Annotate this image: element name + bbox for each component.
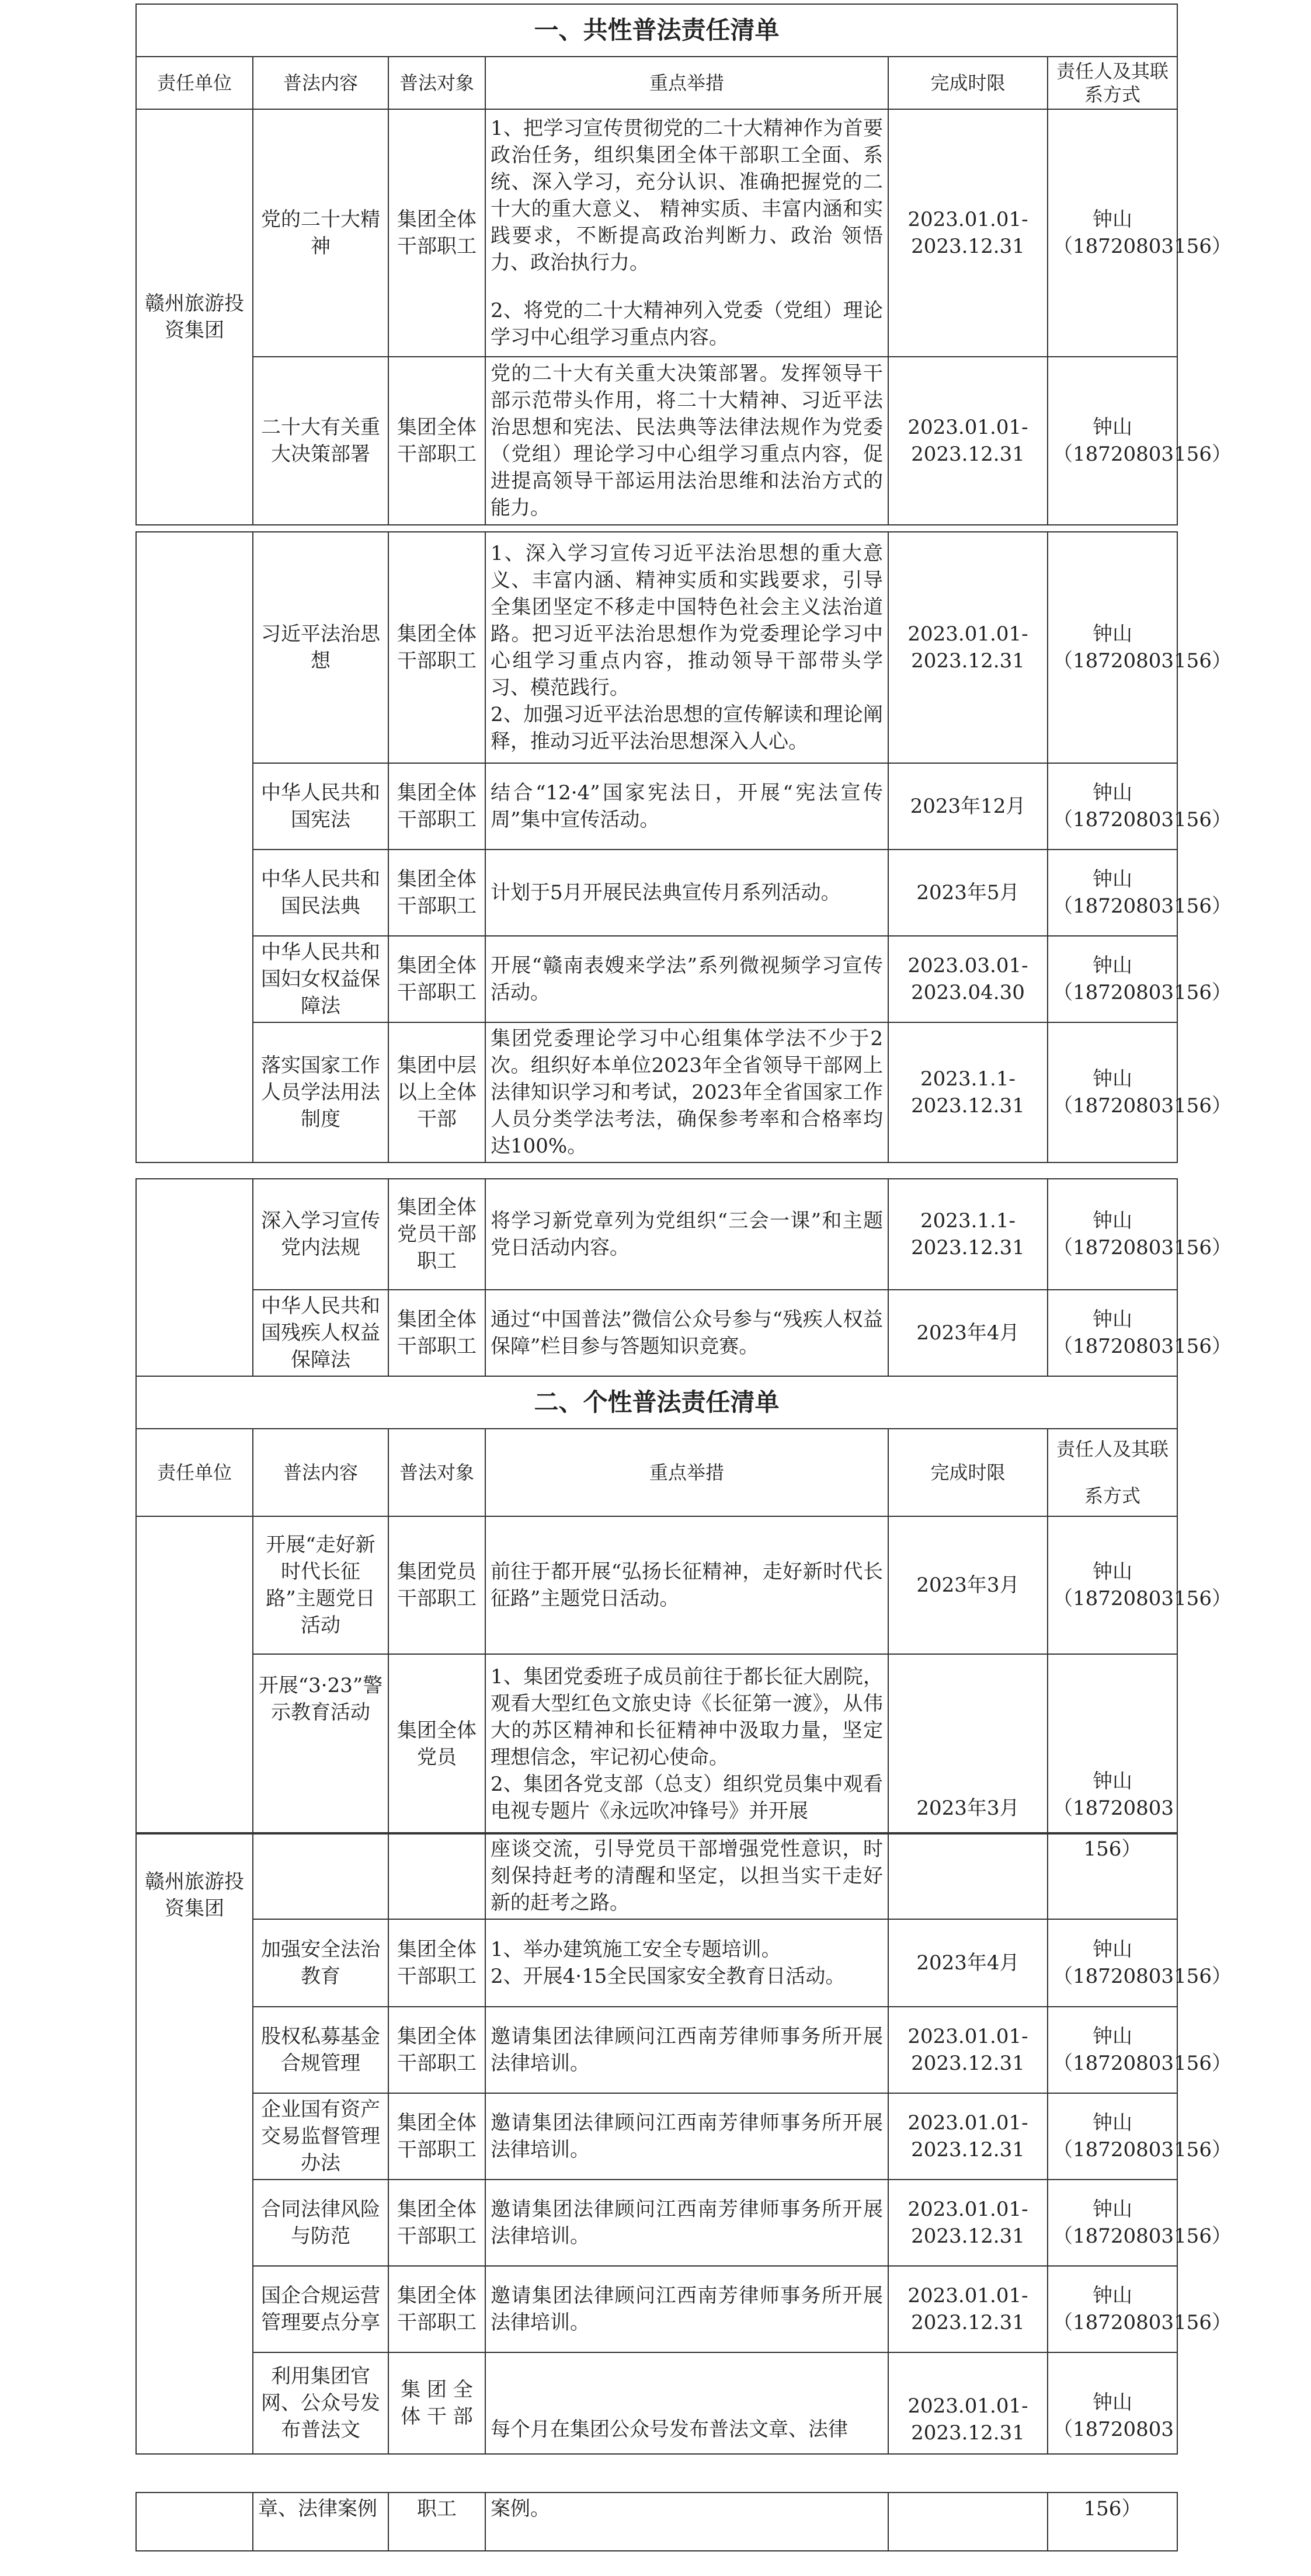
object-cell: 集团全体干部职工: [388, 109, 485, 357]
table-row: [136, 2007, 1177, 2093]
content-cell: 中华人民共和国残疾人权益保障法: [253, 1290, 388, 1376]
contact-cell: 钟山（18720803: [1048, 1654, 1177, 1834]
object-cell: 集团全体干部职工: [388, 936, 485, 1022]
measures-cell: 集团党委理论学习中心组集体学法不少于2次。组织好本单位2023年全省领导干部网上法律知识学习和考试，2023年全省国家工作人员分类学法考法，确保参考率和合格率均达100%。: [485, 1022, 888, 1162]
object-cell: 集团全体党员: [388, 1654, 485, 1834]
deadline-cell: 2023.1.1-2023.12.31: [888, 1179, 1048, 1290]
measures-cell: 每个月在集团公众号发布普法文章、法律: [485, 2352, 888, 2454]
contact-cell: 钟山（18720803156）: [1048, 763, 1177, 850]
deadline-cell: 2023.01.01-2023.12.31: [888, 2093, 1048, 2180]
object-cell: 集团全体干部职工: [388, 850, 485, 936]
measures-cell: 1、把学习宣传贯彻党的二十大精神作为首要政治任务，组织集团全体干部职工全面、系统、深入学习，充分认识、准确把握党的二十大的重大意义、 精神实质、丰富内涵和实践要求，不断提高政治判断力、政治 领悟力、政治执行力。 2、将党的二十大精神列入党委（党组）理论学习中心组学习重点内容。: [485, 109, 888, 357]
table-row: [136, 1179, 1177, 1290]
contact-cell: 钟山（18720803156）: [1048, 357, 1177, 525]
unit-cell: [136, 1516, 253, 1834]
measures-cell: 计划于5月开展民法典宣传月系列活动。: [485, 850, 888, 936]
deadline-cell: 2023年4月: [888, 1919, 1048, 2007]
table-row: [136, 936, 1177, 1022]
deadline-cell: 2023.03.01-2023.04.30: [888, 936, 1048, 1022]
unit-cell: [136, 532, 253, 1162]
table-row: [136, 2266, 1177, 2352]
col-header-content: 普法内容: [253, 57, 388, 109]
table-row: [136, 763, 1177, 850]
deadline-cell: 2023年3月: [888, 1654, 1048, 1834]
measures-cell: 结合“12·4”国家宪法日，开展“宪法宣传周”集中宣传活动。: [485, 763, 888, 850]
content-cell: 党的二十大精神: [253, 109, 388, 357]
object-cell: 职工: [388, 2493, 485, 2551]
table-fragment-1: [135, 4, 1232, 525]
table-row: [136, 109, 1177, 357]
table-fragment-2: [135, 531, 1232, 1163]
contact-cell: 钟山（18720803156）: [1048, 936, 1177, 1022]
measures-cell: 邀请集团法律顾问江西南芳律师事务所开展法律培训。: [485, 2180, 888, 2266]
content-cell: 利用集团官网、公众号发布普法文: [253, 2352, 388, 2454]
table-fragment-4: [135, 1832, 1232, 2455]
col-header-deadline: 完成时限: [888, 1429, 1048, 1516]
col-header-contact: 责任人及其联系方式: [1048, 57, 1177, 109]
deadline-cell: 2023.01.01-2023.12.31: [888, 2180, 1048, 2266]
content-cell: 开展“走好新时代长征路”主题党日活动: [253, 1516, 388, 1654]
table-row: [136, 1833, 1177, 1919]
contact-cell: 156）: [1048, 1833, 1177, 1919]
object-cell: 集团党员干部职工: [388, 1516, 485, 1654]
measures-cell: 座谈交流，引导党员干部增强党性意识，时刻保持赶考的清醒和坚定，以担当实干走好新的赶考之路。: [485, 1833, 888, 1919]
section-title: 一、共性普法责任清单: [136, 4, 1177, 57]
contact-cell: 钟山（18720803156）: [1048, 1919, 1177, 2007]
measures-cell: 1、深入学习宣传习近平法治思想的重大意义、丰富内涵、精神实质和实践要求，引导全集团坚定不移走中国特色社会主义法治道路。把习近平法治思想作为党委理论学习中心组学习重点内容，推动领导干部带头学习、模范践行。 2、加强习近平法治思想的宣传解读和理论阐释，推动习近平法治思想深入人心。: [485, 532, 888, 763]
deadline-cell: 2023.01.01-2023.12.31: [888, 2266, 1048, 2352]
deadline-cell: 2023.01.01-2023.12.31: [888, 532, 1048, 763]
content-cell: 中华人民共和国宪法: [253, 763, 388, 850]
measures-cell: 邀请集团法律顾问江西南芳律师事务所开展法律培训。: [485, 2093, 888, 2180]
col-header-content: 普法内容: [253, 1429, 388, 1516]
deadline-cell: 2023.01.01-2023.12.31: [888, 109, 1048, 357]
table-fragment-3: [135, 1178, 1232, 1834]
content-cell: 章、法律案例: [253, 2493, 388, 2551]
col-header-deadline: 完成时限: [888, 57, 1048, 109]
contact-cell: 钟山（18720803156）: [1048, 1516, 1177, 1654]
object-cell: 集团全体干部职工: [388, 2180, 485, 2266]
unit-cell: [136, 1179, 253, 1376]
content-cell: 中华人民共和国民法典: [253, 850, 388, 936]
measures-cell: 党的二十大有关重大决策部署。发挥领导干部示范带头作用，将二十大精神、习近平法治思想和宪法、民法典等法律法规作为党委（党组）理论学习中心组学习重点内容，促进提高领导干部运用法治思维和法治方式的能力。: [485, 357, 888, 525]
section-title: 二、个性普法责任清单: [136, 1376, 1177, 1429]
measures-cell: 通过“中国普法”微信公众号参与“残疾人权益保障”栏目参与答题知识竞赛。: [485, 1290, 888, 1376]
content-cell: 股权私募基金合规管理: [253, 2007, 388, 2093]
table-row: [136, 2352, 1177, 2454]
table-row: [136, 1290, 1177, 1376]
unit-cell: [136, 2493, 253, 2551]
col-header-unit: 责任单位: [136, 57, 253, 109]
object-cell: 集团全体干部职工: [388, 2007, 485, 2093]
unit-cell: 赣州旅游投资集团: [136, 109, 253, 525]
content-cell: 深入学习宣传党内法规: [253, 1179, 388, 1290]
table-row: [136, 1919, 1177, 2007]
col-header-unit: 责任单位: [136, 1429, 253, 1516]
content-cell: 二十大有关重大决策部署: [253, 357, 388, 525]
table-row: [136, 1654, 1177, 1834]
deadline-cell: 2023年12月: [888, 763, 1048, 850]
object-cell: 集团全体党员干部职工: [388, 1179, 485, 1290]
table-row: [136, 850, 1177, 936]
content-cell: 企业国有资产交易监督管理办法: [253, 2093, 388, 2180]
object-cell: 集团全体干部职工: [388, 357, 485, 525]
deadline-cell: 2023.01.01-2023.12.31: [888, 2007, 1048, 2093]
object-cell: 集团全体干部职工: [388, 2266, 485, 2352]
object-cell: 集团全体干部职工: [388, 2093, 485, 2180]
deadline-cell: 2023年4月: [888, 1290, 1048, 1376]
measures-cell: 1、集团党委班子成员前往于都长征大剧院，观看大型红色文旅史诗《长征第一渡》，从伟大的苏区精神和长征精神中汲取力量，坚定理想信念，牢记初心使命。 2、集团各党支部（总支）组织党员集中观看电视专题片《永远吹冲锋号》并开展: [485, 1654, 888, 1834]
content-cell: 习近平法治思想: [253, 532, 388, 763]
table-fragment-5: [135, 2492, 1177, 2551]
object-cell: 集团全体干部职工: [388, 763, 485, 850]
measures-cell: 案例。: [485, 2493, 888, 2551]
object-cell: 集团全体干部职工: [388, 1290, 485, 1376]
deadline-cell: [888, 1833, 1048, 1919]
table-row: [136, 1022, 1177, 1162]
contact-cell: 钟山（18720803156）: [1048, 1179, 1177, 1290]
table-row: [136, 2180, 1177, 2266]
col-header-object: 普法对象: [388, 57, 485, 109]
contact-cell: 钟山（18720803156）: [1048, 2266, 1177, 2352]
content-cell: [253, 1833, 388, 1919]
contact-cell: 钟山（18720803156）: [1048, 2093, 1177, 2180]
deadline-cell: 2023.01.01-2023.12.31: [888, 357, 1048, 525]
content-cell: 加强安全法治教育: [253, 1919, 388, 2007]
col-header-object: 普法对象: [388, 1429, 485, 1516]
col-header-measures: 重点举措: [485, 57, 888, 109]
table-row: [136, 357, 1177, 525]
contact-cell: 钟山（18720803156）: [1048, 532, 1177, 763]
deadline-cell: 2023年5月: [888, 850, 1048, 936]
object-cell: 集团全体干部职工: [388, 1919, 485, 2007]
measures-cell: 邀请集团法律顾问江西南芳律师事务所开展法律培训。: [485, 2266, 888, 2352]
contact-cell: 钟山（18720803156）: [1048, 850, 1177, 936]
table-row: [136, 1516, 1177, 1654]
contact-cell: 钟山（18720803156）: [1048, 1022, 1177, 1162]
col-header-measures: 重点举措: [485, 1429, 888, 1516]
table-row: [136, 532, 1177, 763]
object-cell: 集团中层以上全体干部: [388, 1022, 485, 1162]
table-row: [136, 2493, 1177, 2551]
content-cell: 落实国家工作人员学法用法制度: [253, 1022, 388, 1162]
measures-cell: 前往于都开展“弘扬长征精神，走好新时代长征路”主题党日活动。: [485, 1516, 888, 1654]
contact-cell: 钟山（18720803156）: [1048, 1290, 1177, 1376]
deadline-cell: 2023.1.1-2023.12.31: [888, 1022, 1048, 1162]
deadline-cell: 2023年3月: [888, 1516, 1048, 1654]
measures-cell: 邀请集团法律顾问江西南芳律师事务所开展法律培训。: [485, 2007, 888, 2093]
deadline-cell: [888, 2493, 1048, 2551]
content-cell: 中华人民共和国妇女权益保障法: [253, 936, 388, 1022]
table-row: [136, 2093, 1177, 2180]
content-cell: 开展“3·23”警示教育活动: [253, 1654, 388, 1834]
contact-cell: 钟山（18720803156）: [1048, 109, 1177, 357]
deadline-cell: 2023.01.01-2023.12.31: [888, 2352, 1048, 2454]
object-cell: [388, 1833, 485, 1919]
contact-cell: 钟山（18720803156）: [1048, 2007, 1177, 2093]
content-cell: 国企合规运营管理要点分享: [253, 2266, 388, 2352]
contact-cell: 156）: [1048, 2493, 1177, 2551]
content-cell: 合同法律风险与防范: [253, 2180, 388, 2266]
object-cell: 集 团 全 体 干 部: [388, 2352, 485, 2454]
object-cell: 集团全体干部职工: [388, 532, 485, 763]
measures-cell: 1、举办建筑施工安全专题培训。 2、开展4·15全民国家安全教育日活动。: [485, 1919, 888, 2007]
measures-cell: 将学习新党章列为党组织“三会一课”和主题党日活动内容。: [485, 1179, 888, 1290]
unit-cell: 赣州旅游投资集团: [136, 1833, 253, 2454]
contact-cell: 钟山（18720803: [1048, 2352, 1177, 2454]
col-header-contact: 责任人及其联 系方式: [1048, 1429, 1177, 1516]
contact-cell: 钟山（18720803156）: [1048, 2180, 1177, 2266]
measures-cell: 开展“赣南表嫂来学法”系列微视频学习宣传活动。: [485, 936, 888, 1022]
